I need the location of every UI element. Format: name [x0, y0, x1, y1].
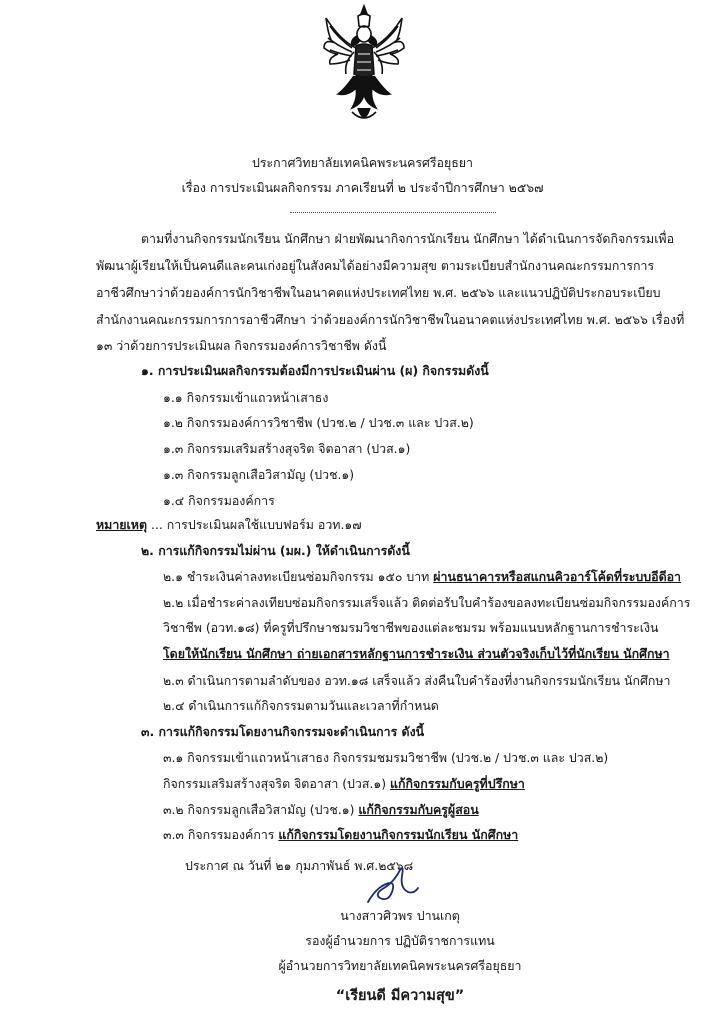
section-2-item-2-line-2: วิชาชีพ (อวท.๑๘) ที่ครูที่ปรึกษาชมรมวิชาชีพของแต่ละชมรม พร้อมแนบหลักฐานการชำระเงิน	[163, 620, 659, 635]
section-3-item-2-emphasis: แก้กิจกรรมกับครูผู้สอน	[358, 802, 479, 817]
section-3-item-3	[163, 827, 518, 843]
section-1-item: ๑.๓ กิจกรรมเสริมสร้างสุจริต จิตอาสา (ปวส.๑)	[163, 441, 411, 456]
section-1-item: ๑.๓ กิจกรรมลูกเสือวิสามัญ (ปวช.๑)	[163, 467, 355, 482]
header-divider	[290, 212, 496, 213]
section-2-heading: ๒. การแก้กิจกรรมไม่ผ่าน (มผ.) ให้ดำเนินการดังนี้	[141, 543, 410, 558]
section-3-item-1-text: กิจกรรมเสริมสร้างสุจริต จิตอาสา (ปวส.๑)	[163, 776, 391, 791]
section-3-item-3-text: ๓.๓ กิจกรรมองค์การ	[163, 827, 279, 842]
signer-role: รองผู้อำนวยการ ปฏิบัติราชการแทน	[305, 933, 495, 948]
section-3-item-2-text: ๓.๒ กิจกรรมลูกเสือวิสามัญ (ปวช.๑)	[163, 802, 359, 817]
announcement-date: ประกาศ ณ วันที่ ๒๑ กุมภาพันธ์ พ.ศ.๒๕๖๘	[185, 858, 414, 873]
intro-line-4: สำนักงานคณะกรรมการการอาชีวศึกษา ว่าด้วยองค์การนักวิชาชีพในอนาคตแห่งประเทศไทย พ.ศ. ๒๕๖๖ เรื่องที่	[96, 312, 685, 327]
section-3-item-3-emphasis: แก้กิจกรรมโดยงานกิจกรรมนักเรียน นักศึกษา	[278, 827, 519, 842]
section-3-item-1-line-1: ๓.๑ กิจกรรมเข้าแถวหน้าเสาธง กิจกรรมชมรมวิชาชีพ (ปวช.๒ / ปวช.๓ และ ปวส.๒)	[163, 750, 609, 765]
intro-line-2: พัฒนาผู้เรียนให้เป็นคนดีและคนเก่งอยู่ในสังคมได้อย่างมีความสุข ตามระเบียบสำนักงานคณะกรรมการการ	[96, 258, 655, 273]
intro-line-5: ๑๓ ว่าด้วยการประเมินผล กิจกรรมองค์การวิชาชีพ ดังนี้	[96, 338, 387, 353]
section-3-item-2	[163, 802, 479, 818]
section-1-heading: ๑. การประเมินผลกิจกรรมต้องมีการประเมินผ่าน (ผ) กิจกรรมดังนี้	[141, 363, 489, 378]
section-2-item-1-text: ๒.๑ ชำระเงินค่าลงทะเบียนซ่อมกิจกรรม ๑๕๐ บาท	[163, 569, 434, 584]
section-2-item-2-line-1: ๒.๒ เมื่อชำระค่าลงเทียบซ่อมกิจกรรมเสร็จแล้ว ติดต่อรับใบคำร้องขอลงทะเบียนซ่อมกิจกรรมองค์การ	[163, 595, 691, 610]
section-3-item-1-emphasis: แก้กิจกรรมกับครูที่ปรึกษา	[390, 776, 525, 791]
section-1-item: ๑.๔ กิจกรรมองค์การ	[163, 493, 275, 508]
section-2-item-1-emphasis: ผ่านธนาคารหรือสแกนคิวอาร์โค้ดที่ระบบอีดีอา	[433, 569, 682, 584]
section-3-heading: ๓. การแก้กิจกรรมโดยงานกิจกรรมจะดำเนินการ ดังนี้	[141, 724, 425, 739]
subject-line: เรื่อง การประเมินผลกิจกรรม ภาคเรียนที่ ๒ ประจำปีการศึกษา ๒๕๖๗	[181, 180, 544, 195]
note-line	[96, 517, 362, 533]
note-text: ... การประเมินผลใช้แบบฟอร์ม อวท.๑๗	[147, 517, 362, 532]
signature-icon	[362, 862, 422, 908]
section-1-item: ๑.๒ กิจกรรมองค์การวิชาชีพ (ปวช.๒ / ปวช.๓ และ ปวส.๒)	[163, 415, 474, 430]
section-3-item-1-line-2	[163, 776, 525, 792]
announcement-title: ประกาศวิทยาลัยเทคนิคพระนครศรีอยุธยา	[251, 155, 474, 170]
intro-line-3: อาชีวศึกษาว่าด้วยองค์การนักวิชาชีพในอนาคตแห่งประเทศไทย พ.ศ. ๒๕๖๖ และแนวปฏิบัติประกอบระเบียบ	[96, 285, 661, 300]
section-2-item-3: ๒.๓ ดำเนินการตามลำดับของ อวท.๑๘ เสร็จแล้ว ส่งคืนใบคำร้องที่งานกิจกรรมนักเรียน นักศึกษา	[163, 673, 671, 688]
garuda-emblem-icon	[322, 4, 406, 128]
signer-name: นางสาวศิวพร ปานเกตุ	[340, 908, 460, 923]
signer-organization: ผู้อำนวยการวิทยาลัยเทคนิคพระนครศรีอยุธยา	[278, 958, 522, 973]
section-2-item-4: ๒.๔ ดำเนินการแก้กิจกรรมตามวันและเวลาที่กำหนด	[163, 698, 439, 713]
section-2-item-1	[163, 569, 681, 585]
section-1-item: ๑.๑ กิจกรรมเข้าแถวหน้าเสาธง	[163, 390, 329, 405]
note-label: หมายเหตุ	[96, 517, 148, 532]
college-slogan: “เรียนดี มีความสุข”	[335, 988, 465, 1004]
section-2-item-2-emphasis: โดยให้นักเรียน นักศึกษา ถ่ายเอกสารหลักฐานการชำระเงิน ส่วนตัวจริงเก็บไว้ที่นักเรียน นักศึกษา	[163, 646, 670, 661]
intro-line-1: ตามที่งานกิจกรรมนักเรียน นักศึกษา ฝ่ายพัฒนากิจการนักเรียน นักศึกษา ได้ดำเนินการจัดกิจกรรมเพื่อ	[141, 231, 675, 246]
